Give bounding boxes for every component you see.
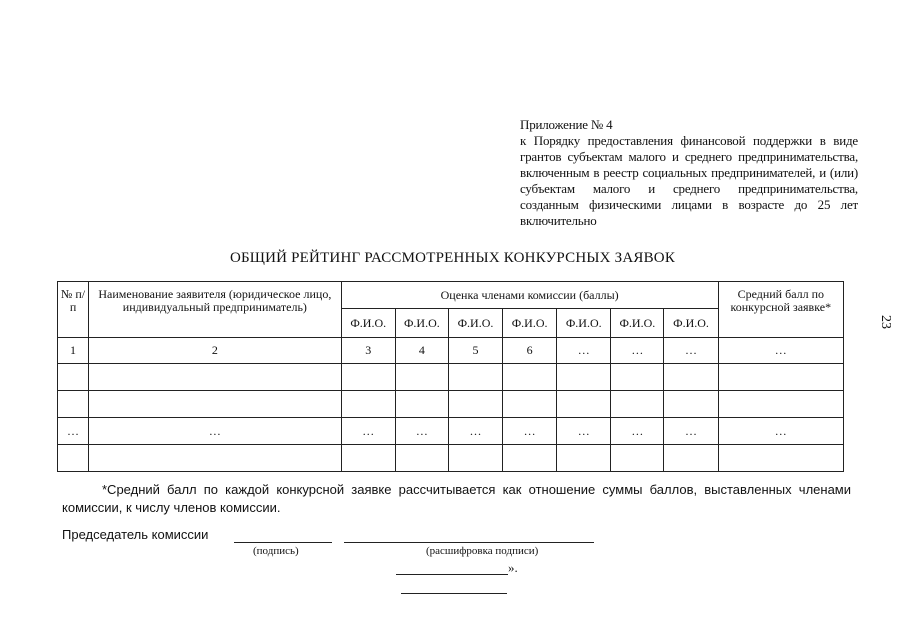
table-cell: 4 bbox=[395, 338, 448, 364]
header-member-name: Ф.И.О. bbox=[448, 309, 502, 338]
table-cell: … bbox=[557, 418, 611, 445]
page-number: 23 bbox=[878, 315, 893, 329]
table-cell bbox=[341, 391, 395, 418]
table-cell bbox=[448, 391, 502, 418]
table-cell bbox=[341, 445, 395, 472]
table-row bbox=[58, 364, 844, 391]
table-cell bbox=[718, 391, 843, 418]
table-cell: … bbox=[557, 338, 611, 364]
table-cell bbox=[718, 364, 843, 391]
header-member-name: Ф.И.О. bbox=[503, 309, 557, 338]
table-cell bbox=[448, 364, 502, 391]
table-cell: … bbox=[448, 418, 502, 445]
table-row bbox=[58, 418, 844, 445]
header-member-name: Ф.И.О. bbox=[664, 309, 718, 338]
appendix-block bbox=[520, 117, 858, 229]
table-cell: 5 bbox=[448, 338, 502, 364]
table-row bbox=[58, 445, 844, 472]
table-cell: … bbox=[341, 418, 395, 445]
table-cell: 1 bbox=[58, 338, 89, 364]
table-cell bbox=[557, 391, 611, 418]
table-cell: … bbox=[611, 418, 664, 445]
table-cell bbox=[395, 364, 448, 391]
table-cell bbox=[664, 391, 718, 418]
table-cell bbox=[341, 364, 395, 391]
quote-end: ». bbox=[508, 560, 518, 575]
table-cell: … bbox=[718, 338, 843, 364]
table-cell bbox=[395, 445, 448, 472]
header-member-name: Ф.И.О. bbox=[557, 309, 611, 338]
table-cell bbox=[664, 445, 718, 472]
header-member-name: Ф.И.О. bbox=[611, 309, 664, 338]
header-number: № п/п bbox=[58, 282, 89, 338]
header-average-score: Средний балл по конкурсной заявке* bbox=[718, 282, 843, 338]
appendix-heading: Приложение № 4 bbox=[520, 117, 613, 132]
signature-decoding-line bbox=[344, 542, 594, 543]
chair-label: Председатель комиссии bbox=[62, 527, 209, 542]
table-cell bbox=[611, 364, 664, 391]
table-cell bbox=[503, 391, 557, 418]
table-cell bbox=[58, 391, 89, 418]
table-cell bbox=[58, 445, 89, 472]
header-applicant-name: Наименование заявителя (юридическое лицо, индивидуальный предприниматель) bbox=[89, 282, 342, 338]
table-cell bbox=[89, 445, 342, 472]
table-cell bbox=[395, 391, 448, 418]
table-cell bbox=[664, 364, 718, 391]
rating-table bbox=[57, 281, 844, 472]
date-line bbox=[396, 574, 508, 575]
bottom-line bbox=[401, 593, 507, 594]
table-cell bbox=[557, 364, 611, 391]
document-title: ОБЩИЙ РЕЙТИНГ РАССМОТРЕННЫХ КОНКУРСНЫХ ЗАЯВОК bbox=[229, 250, 676, 266]
table-cell: 6 bbox=[503, 338, 557, 364]
table-cell: … bbox=[611, 338, 664, 364]
table-cell: … bbox=[503, 418, 557, 445]
footnote: *Средний балл по каждой конкурсной заявке рассчитывается как отношение суммы баллов, выставленных членами комиссии, к числу членов комиссии. bbox=[62, 482, 851, 515]
table-cell: … bbox=[58, 418, 89, 445]
signature-caption: (подпись) bbox=[253, 545, 299, 557]
table-cell bbox=[557, 445, 611, 472]
table-cell bbox=[503, 445, 557, 472]
table-cell bbox=[611, 391, 664, 418]
table-cell bbox=[58, 364, 89, 391]
table-cell: 2 bbox=[89, 338, 342, 364]
table-cell bbox=[448, 445, 502, 472]
table-cell: … bbox=[664, 418, 718, 445]
header-scores-group: Оценка членами комиссии (баллы) bbox=[341, 282, 718, 309]
table-cell bbox=[611, 445, 664, 472]
table-cell: … bbox=[395, 418, 448, 445]
appendix-text: к Порядку предоставления финансовой поддержки в виде грантов субъектам малого и среднего предпринимательства, включенным в реестр социальных предпринимателей, и (или) субъектам малого и среднего предпринимательства, созданным физическими лицами в возрасте до 25 лет включительно bbox=[520, 133, 858, 228]
signature-line bbox=[234, 542, 332, 543]
table-cell bbox=[89, 391, 342, 418]
table-cell: … bbox=[718, 418, 843, 445]
table-cell: … bbox=[89, 418, 342, 445]
table-cell: … bbox=[664, 338, 718, 364]
header-member-name: Ф.И.О. bbox=[395, 309, 448, 338]
table-cell bbox=[718, 445, 843, 472]
table-row bbox=[58, 338, 844, 364]
table-cell bbox=[503, 364, 557, 391]
table-cell: 3 bbox=[341, 338, 395, 364]
table-cell bbox=[89, 364, 342, 391]
decoding-caption: (расшифровка подписи) bbox=[426, 545, 539, 557]
table-row bbox=[58, 391, 844, 418]
header-member-name: Ф.И.О. bbox=[341, 309, 395, 338]
